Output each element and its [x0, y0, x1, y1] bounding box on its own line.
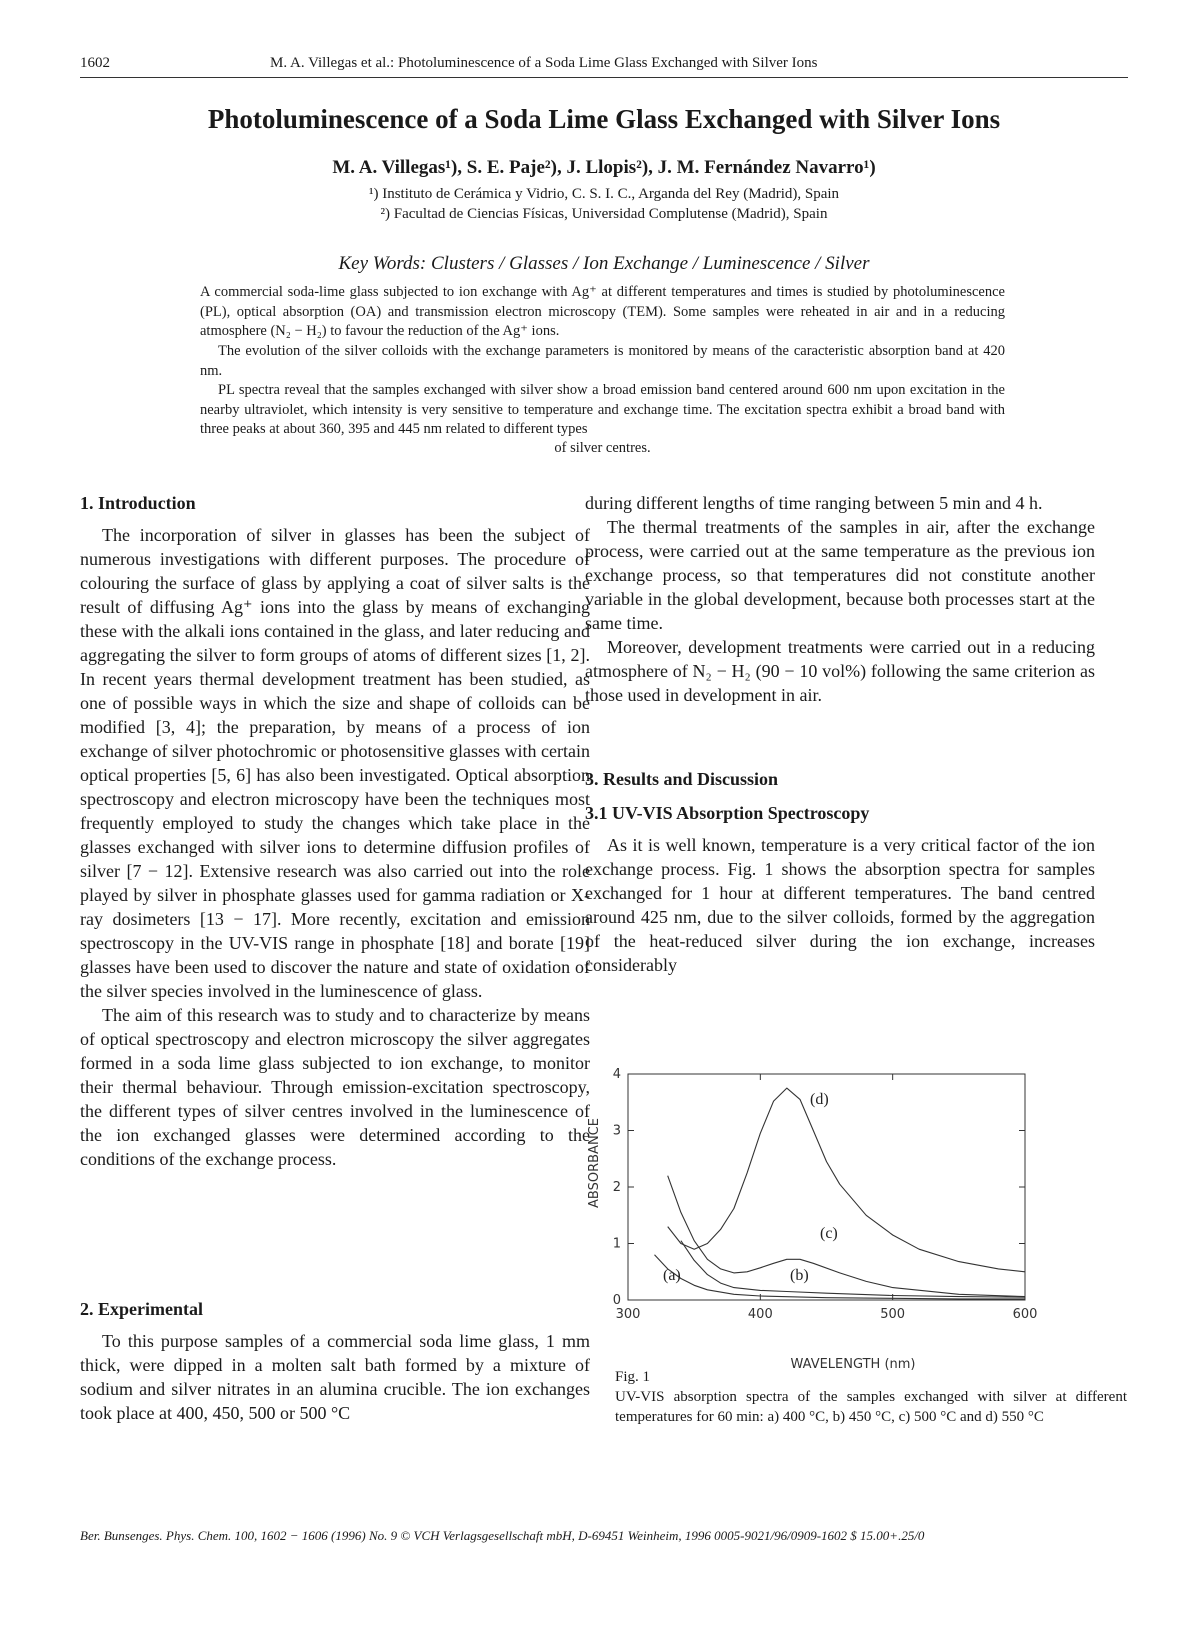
y-tick-label: 3 [612, 1123, 621, 1139]
x-tick-label: 300 [615, 1307, 641, 1322]
page-number: 1602 [80, 55, 110, 71]
intro-paragraph-1: The incorporation of silver in glasses has been the subject of numerous investigations with different purposes. The procedure of colouring the surface of glass by applying a coat of silver salts is the result of diffusing Ag⁺ ions into the glass by means of exchanging these with the alkali ions contained in the glass, and later reducing and aggregating the silver to form groups of atoms of different sizes [1, 2]. In recent years thermal development treatment has been studied, as one of possible ways in which the size and shape of colloids can be modified [3, 4]; the preparation, by means of a process of ion exchange of silver photochromic or photosensitive glasses with certain optical properties [5, 6] has also been investigated. Optical absorption spectroscopy and electron microscopy have been the techniques most frequently employed to study the changes which take place in the glasses exchanged with silver ions to determine diffusion profiles of silver [7 − 12]. Extensive research was also carried out into the role played by silver in phosphate glasses used for gamma radiation or X-ray dosimeters [13 − 17]. More recently, excitation and emission spectroscopy in the UV-VIS range in phosphate [18] and borate [19] glasses have been used to discover the nature and state of oxidation of the silver species involved in the luminescence of glass. [80, 525, 590, 1001]
series-line-b [681, 1241, 1025, 1298]
affiliation-1: ¹) Instituto de Cerámica y Vidrio, C. S. I. C., Arganda del Rey (Madrid), Spain [368, 186, 840, 202]
left-column-experimental [80, 1297, 590, 1425]
subsection-heading-uvvis: 3.1 UV-VIS Absorption Spectroscopy [585, 803, 870, 823]
abstract-paragraph-1: A commercial soda-lime glass subjected to ion exchange with Ag⁺ at different temperatures and times is studied by photoluminescence (PL), optical absorption (OA) and transmission electron microscopy (TEM). Some samples were reheated in air and in a reducing atmosphere (N₂ − H₂) to favour the reduction of the Ag⁺ ions. [200, 284, 1005, 339]
absorption-spectra-chart [587, 1058, 1095, 1378]
figure-label: Fig. 1 [615, 1369, 651, 1385]
section-heading-results: 3. Results and Discussion [585, 769, 779, 789]
y-axis-label: ABSORBANCE [587, 1118, 602, 1208]
experimental-paragraph-2: The thermal treatments of the samples in air, after the exchange process, were carried out at the same temperature as the previous ion exchange process, so that temperatures did not constitute another variable in the global development, because both processes start at the same time. [585, 517, 1095, 633]
chart-series [655, 1088, 1026, 1299]
experimental-paragraph-1: To this purpose samples of a commercial soda lime glass, 1 mm thick, were dipped in a molten salt bath formed by a mixture of sodium and silver nitrates in an alumina crucible. The ion exchanges took place at 400, 450, 500 or 500 °C [80, 1331, 590, 1423]
experimental-paragraph-continued: during different lengths of time ranging between 5 min and 4 h. [585, 493, 1043, 513]
results-paragraph-1: As it is well known, temperature is a very critical factor of the ion exchange process. Fig. 1 shows the absorption spectra for samples exchanged for 1 hour at different temperatures. The band centred around 425 nm, due to the silver colloids, formed by the aggregation of the heat-reduced silver during the ion exchange, increases considerably [585, 835, 1095, 975]
keywords: Key Words: Clusters / Glasses / Ion Exchange / Luminescence / Silver [338, 253, 870, 274]
series-label-b: (b) [790, 1267, 809, 1284]
series-label-c: (c) [820, 1225, 838, 1242]
y-tick-label: 2 [612, 1180, 621, 1195]
series-line-c [668, 1176, 1025, 1297]
abstract-paragraph-2: The evolution of the silver colloids with the exchange parameters is monitored by means of the caracteristic absorption band at 420 nm. [200, 343, 1005, 379]
running-header [80, 55, 1128, 78]
right-column-results [585, 767, 1095, 977]
series-label-d: (d) [810, 1091, 829, 1108]
x-axis-label: WAVELENGTH (nm) [790, 1357, 916, 1372]
running-title: M. A. Villegas et al.: Photoluminescence of a Soda Lime Glass Exchanged with Silver Ions [270, 55, 818, 71]
section-heading-experimental: 2. Experimental [80, 1299, 203, 1319]
paper-title: Photoluminescence of a Soda Lime Glass Exchanged with Silver Ions [207, 104, 1001, 134]
section-heading-introduction: 1. Introduction [80, 493, 196, 513]
abstract-paragraph-3: PL spectra reveal that the samples exchanged with silver show a broad emission band centered around 600 nm upon excitation in the nearby ultraviolet, which intensity is very sensitive to temperature and exchange time. The excitation spectra exhibit a broad band with three peaks at about 360, 395 and 445 nm related to different types [200, 382, 1005, 437]
left-column [80, 491, 590, 1171]
author-list: M. A. Villegas¹), S. E. Paje²), J. Llopis²), J. M. Fernández Navarro¹) [332, 157, 876, 178]
page-footer: Ber. Bunsenges. Phys. Chem. 100, 1602 − 1606 (1996) No. 9 © VCH Verlagsgesellschaft mbH, D-69451 Weinheim, 1996 0005-9021/96/0909-1602 $ 15.00+.25/0 [80, 1528, 925, 1543]
x-tick-label: 600 [1012, 1307, 1038, 1322]
abstract-paragraph-3-end: of silver centres. [554, 440, 651, 456]
right-column [585, 491, 1095, 707]
affiliation-2: ²) Facultad de Ciencias Físicas, Universidad Complutense (Madrid), Spain [380, 206, 828, 222]
series-label-a: (a) [663, 1267, 681, 1284]
y-tick-label: 1 [612, 1236, 621, 1252]
y-tick-label: 4 [612, 1067, 621, 1082]
x-tick-label: 500 [880, 1307, 906, 1322]
intro-paragraph-2: The aim of this research was to study and to characterize by means of optical spectroscopy and electron microscopy the silver aggregates formed in a soda lime glass subjected to ion exchange, to monitor their thermal behaviour. Through emission-excitation spectroscopy, the different types of silver centres involved in the luminescence of the ion exchanged glasses were determined according to the conditions of the exchange process. [80, 1005, 590, 1169]
y-tick-label: 0 [612, 1293, 621, 1308]
series-line-d [668, 1088, 1025, 1272]
experimental-paragraph-3: Moreover, development treatments were carried out in a reducing atmosphere of N₂ − H₂ (90 − 10 vol%) following the same criterion as those used in development in air. [585, 637, 1095, 705]
figure-caption: UV-VIS absorption spectra of the samples exchanged with silver at different temperatures for 60 min: a) 400 °C, b) 450 °C, c) 500 °C and d) 550 °C [615, 1389, 1127, 1425]
x-tick-label: 400 [747, 1307, 773, 1322]
